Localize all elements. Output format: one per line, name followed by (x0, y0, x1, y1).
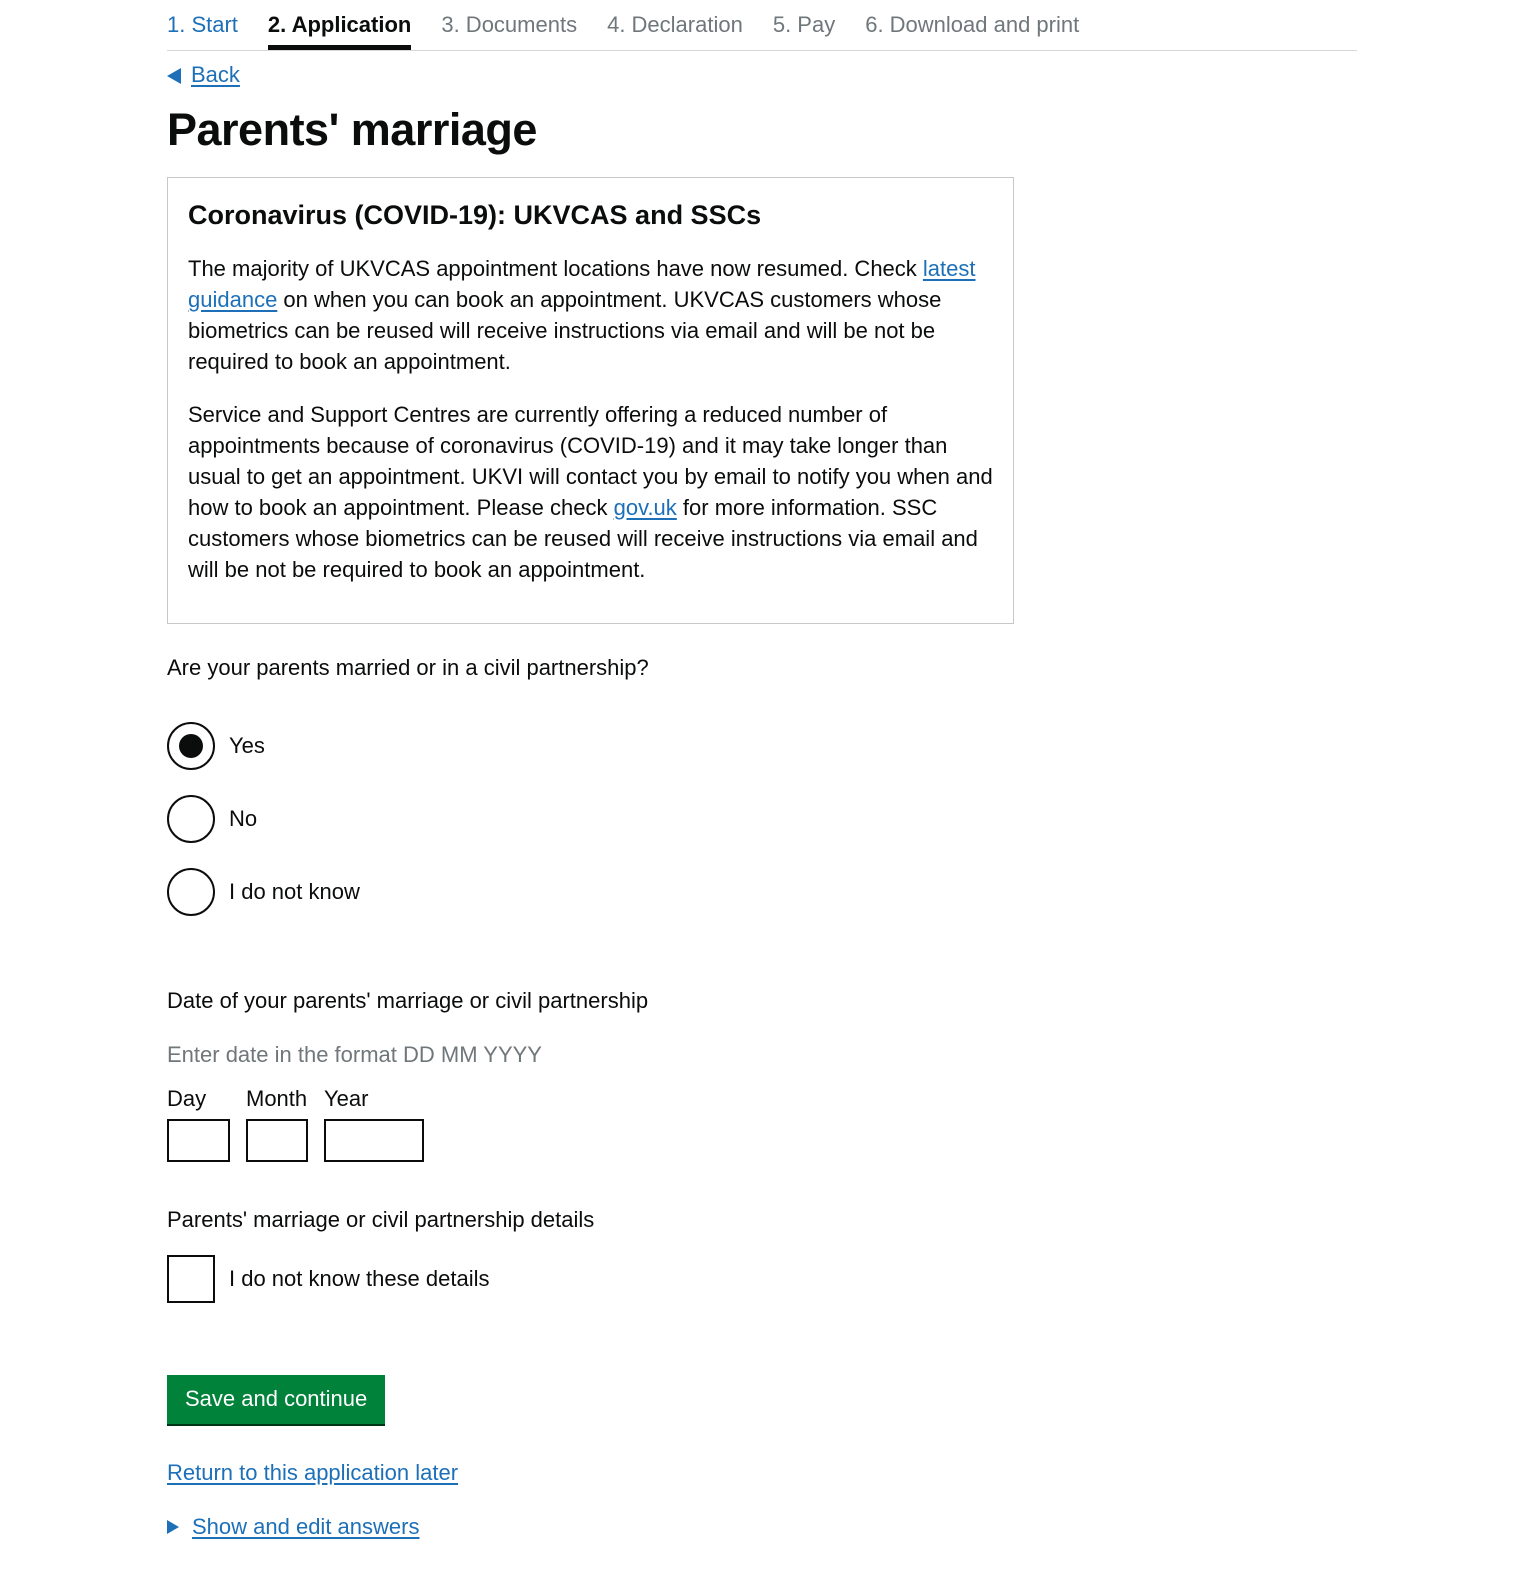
radio-yes-circle[interactable] (167, 722, 215, 770)
show-edit-answers-link[interactable]: Show and edit answers (192, 1514, 420, 1540)
radio-do-not-know-circle[interactable] (167, 868, 215, 916)
date-hint: Enter date in the format DD MM YYYY (167, 1042, 542, 1068)
back-label: Back (191, 62, 240, 87)
back-arrow-icon (167, 68, 181, 84)
date-day-item (167, 1086, 230, 1162)
date-year-input[interactable] (324, 1119, 424, 1162)
radio-no-label[interactable]: No (229, 805, 258, 831)
radio-yes-label[interactable]: Yes (229, 732, 265, 758)
step-documents: 3. Documents (441, 12, 578, 37)
step-start[interactable]: 1. Start (167, 12, 238, 37)
notice-p2-text-2: for more information. SSC customers whose biometrics can be reused will receive instructions via email and will be not be required to book an appointment. (188, 495, 978, 583)
latest-guidance-link[interactable]: latest guidance (188, 256, 976, 313)
gov-uk-link[interactable]: gov.uk (613, 495, 677, 521)
notice-p1-text-2: on when you can book an appointment. UKVCAS customers whose biometrics can be reused will receive instructions via email and will be not be required to book an appointment. (188, 287, 942, 375)
page-container (167, 0, 1357, 1540)
expand-triangle-icon (167, 1520, 179, 1534)
radio-yes[interactable] (167, 709, 1357, 782)
details-legend: Parents' marriage or civil partnership details (167, 1207, 595, 1233)
step-download-print: 6. Download and print (865, 12, 1080, 37)
date-year-label: Year (324, 1086, 369, 1112)
date-month-label: Month (246, 1086, 308, 1112)
step-application: 2. Application (268, 0, 411, 50)
radio-no[interactable] (167, 782, 1357, 855)
date-day-input[interactable] (167, 1119, 230, 1162)
radio-no-circle[interactable] (167, 795, 215, 843)
step-declaration: 4. Declaration (607, 12, 743, 37)
date-legend: Date of your parents' marriage or civil partnership (167, 988, 649, 1014)
do-not-know-details-checkbox[interactable] (167, 1255, 1357, 1303)
date-month-input[interactable] (246, 1119, 308, 1162)
step-navigation (167, 0, 1357, 51)
notice-p1-text: The majority of UKVCAS appointment locations have now resumed. Check (188, 256, 923, 282)
marriage-radio-group (167, 709, 1357, 928)
radio-do-not-know-label[interactable]: I do not know (229, 878, 360, 904)
return-later-link[interactable]: Return to this application later (167, 1460, 459, 1486)
back-link[interactable] (167, 62, 240, 88)
date-month-item (246, 1086, 308, 1162)
marriage-question: Are your parents married or in a civil partnership? (167, 655, 649, 681)
notice-title: Coronavirus (COVID-19): UKVCAS and SSCs (188, 200, 762, 230)
step-pay: 5. Pay (772, 12, 836, 37)
date-year-item (324, 1086, 424, 1162)
date-input-group (167, 1086, 1357, 1162)
covid-notice (167, 177, 1014, 624)
notice-paragraph-1 (188, 253, 993, 377)
show-edit-answers[interactable] (167, 1514, 1357, 1540)
notice-p2-text: Service and Support Centres are currently offering a reduced number of appointments because of coronavirus (COVID-19) and it may take longer than usual to get an appointment. UKVI will contact you by email to notify you when and how to book an appointment. Please check (188, 402, 993, 521)
save-and-continue-button[interactable]: Save and continue (167, 1375, 385, 1424)
do-not-know-details-box[interactable] (167, 1255, 215, 1303)
do-not-know-details-label[interactable]: I do not know these details (229, 1266, 490, 1292)
radio-do-not-know[interactable] (167, 855, 1357, 928)
notice-paragraph-2 (188, 399, 993, 585)
page-title: Parents' marriage (167, 104, 537, 155)
date-day-label: Day (167, 1086, 207, 1112)
